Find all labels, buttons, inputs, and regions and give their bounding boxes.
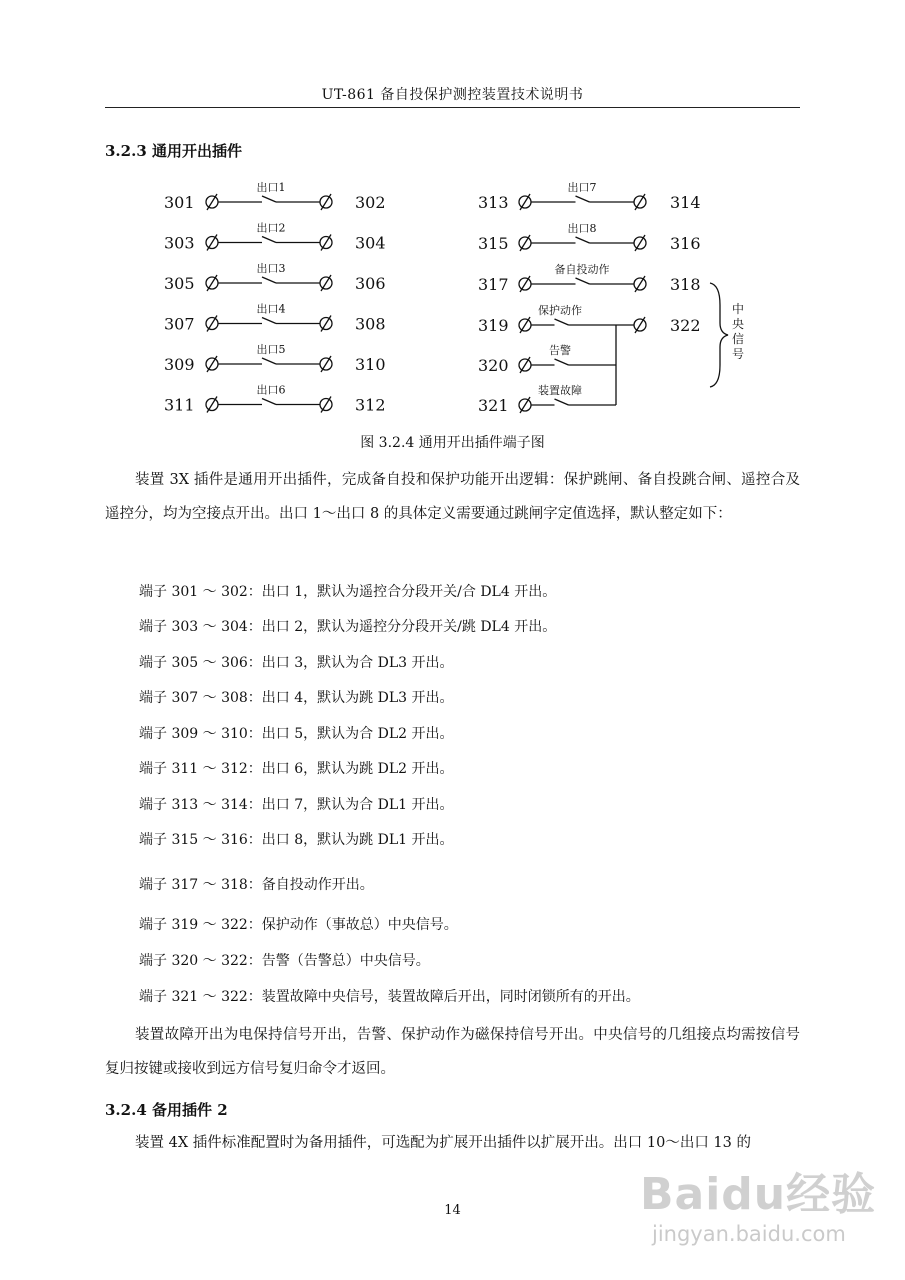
contact-blade <box>555 399 569 405</box>
contact-label: 出口2 <box>256 221 286 235</box>
terminal-item: 端子 313 ～ 314：出口 7，默认为合 DL1 开出。 <box>139 797 454 813</box>
paragraph-3: 装置 4X 插件标准配置时为备用插件，可选配为扩展开出插件以扩展开出。出口 10～出口 13 的 <box>135 1135 751 1151</box>
terminal-number: 309 <box>164 355 195 374</box>
terminal-item: 端子 301 ～ 302：出口 1，默认为遥控合分段开关/合 DL4 开出。 <box>139 584 557 600</box>
contact-label: 装置故障 <box>538 384 582 397</box>
diagram-right-group <box>478 180 701 294</box>
terminal-number: 310 <box>355 355 386 374</box>
contact-blade <box>262 277 276 283</box>
terminal-number: 303 <box>164 233 195 253</box>
contact-label: 出口7 <box>567 181 597 194</box>
terminal-diagram <box>150 165 750 425</box>
terminal-item: 端子 309 ～ 310：出口 5，默认为合 DL2 开出。 <box>139 726 454 742</box>
terminal-number: 321 <box>478 396 509 415</box>
contact-label: 出口4 <box>256 302 286 316</box>
terminal-item: 端子 319 ～ 322：保护动作（事故总）中央信号。 <box>139 917 458 933</box>
contact-blade <box>262 196 276 202</box>
contact-blade <box>262 237 276 243</box>
terminal-number: 313 <box>478 193 509 212</box>
diagram-row <box>478 221 701 253</box>
diagram-row <box>478 262 701 294</box>
contact-label: 保护动作 <box>538 304 582 317</box>
diagram-row <box>164 180 386 212</box>
terminal-number: 320 <box>478 356 509 375</box>
terminal-number: 306 <box>355 274 386 293</box>
terminal-number: 314 <box>670 193 701 212</box>
contact-label: 出口1 <box>256 181 286 194</box>
brace <box>710 283 728 387</box>
terminal-number: 307 <box>164 314 195 334</box>
terminal-number: 311 <box>164 395 195 415</box>
section-title-3-2-4: 3.2.4 备用插件 2 <box>105 1101 228 1119</box>
contact-blade <box>262 399 276 405</box>
page-number: 14 <box>444 1203 461 1218</box>
contact-blade <box>555 319 569 325</box>
diagram-row <box>478 180 701 212</box>
diagram-row <box>164 342 386 374</box>
page-header: UT-861 备自投保护测控装置技术说明书 <box>321 87 584 103</box>
terminal-number: 305 <box>164 274 195 293</box>
contact-blade <box>555 359 569 365</box>
diagram-row <box>164 383 386 415</box>
terminal-number: 317 <box>478 275 509 294</box>
contact-label: 出口5 <box>256 343 286 356</box>
baidu-logo-watermark: Baidu经验 <box>640 1169 877 1220</box>
contact-label: 出口6 <box>256 383 286 397</box>
terminal-item: 端子 320 ～ 322：告警（告警总）中央信号。 <box>139 953 430 969</box>
diagram-central-group <box>478 283 744 415</box>
brace-label-char: 信 <box>731 332 745 346</box>
diagram-row <box>164 302 386 334</box>
terminal-number: 319 <box>478 316 509 335</box>
diagram-row <box>478 383 616 415</box>
figure-caption: 图 3.2.4 通用开出插件端子图 <box>360 435 545 451</box>
diagram-left-group <box>164 180 386 415</box>
terminal-number: 315 <box>478 234 509 253</box>
terminal-item: 端子 311 ～ 312：出口 6，默认为跳 DL2 开出。 <box>139 761 454 777</box>
terminal-item: 端子 315 ～ 316：出口 8，默认为跳 DL1 开出。 <box>139 832 454 848</box>
terminal-number: 318 <box>670 275 701 294</box>
terminal-number: 322 <box>670 316 701 335</box>
watermark <box>612 1150 882 1270</box>
diagram-row <box>478 303 616 335</box>
contact-label: 出口3 <box>256 262 286 275</box>
terminal-number: 301 <box>164 193 195 212</box>
contact-blade <box>262 318 276 324</box>
diagram-row <box>478 343 616 375</box>
paragraph-1: 装置 3X 插件是通用开出插件，完成备自投和保护功能开出逻辑：保护跳闸、备自投跳合闸、遥控合及遥控分，均为空接点开出。出口 1～出口 8 的具体定义需要通过跳闸字定值选择，默认整定如下： <box>105 472 800 522</box>
brace-label-char: 央 <box>731 317 745 331</box>
contact-blade <box>576 196 590 202</box>
terminal-number: 316 <box>670 234 701 253</box>
contact-blade <box>576 278 590 284</box>
contact-blade <box>576 237 590 243</box>
terminal-number: 312 <box>355 395 386 415</box>
terminal-number: 304 <box>355 233 386 253</box>
contact-label: 出口8 <box>567 222 597 235</box>
diagram-row <box>164 261 386 293</box>
contact-blade <box>262 358 276 364</box>
terminal-number: 308 <box>355 314 386 334</box>
brace-label-char: 中 <box>731 302 745 316</box>
contact-label: 备自投动作 <box>554 263 610 276</box>
contact-label: 告警 <box>549 344 571 357</box>
paragraph-2: 装置故障开出为电保持信号开出，告警、保护动作为磁保持信号开出。中央信号的几组接点均需按信号复归按键或接收到远方信号复归命令才返回。 <box>105 1027 800 1077</box>
terminal-item: 端子 321 ～ 322：装置故障中央信号，装置故障后开出，同时闭锁所有的开出。 <box>139 989 640 1005</box>
section-title-3-2-3: 3.2.3 通用开出插件 <box>105 142 242 160</box>
terminal-number: 302 <box>355 193 386 212</box>
terminal-item: 端子 303 ～ 304：出口 2，默认为遥控分分段开关/跳 DL4 开出。 <box>139 619 557 635</box>
terminal-item: 端子 307 ～ 308：出口 4，默认为跳 DL3 开出。 <box>139 690 454 706</box>
watermark-url: jingyan.baidu.com <box>652 1222 846 1246</box>
terminal-item: 端子 317 ～ 318：备自投动作开出。 <box>139 877 374 893</box>
header-rule <box>105 107 800 108</box>
diagram-row <box>164 221 386 253</box>
brace-label-char: 号 <box>731 347 745 361</box>
terminal-item: 端子 305 ～ 306：出口 3，默认为合 DL3 开出。 <box>139 655 454 671</box>
